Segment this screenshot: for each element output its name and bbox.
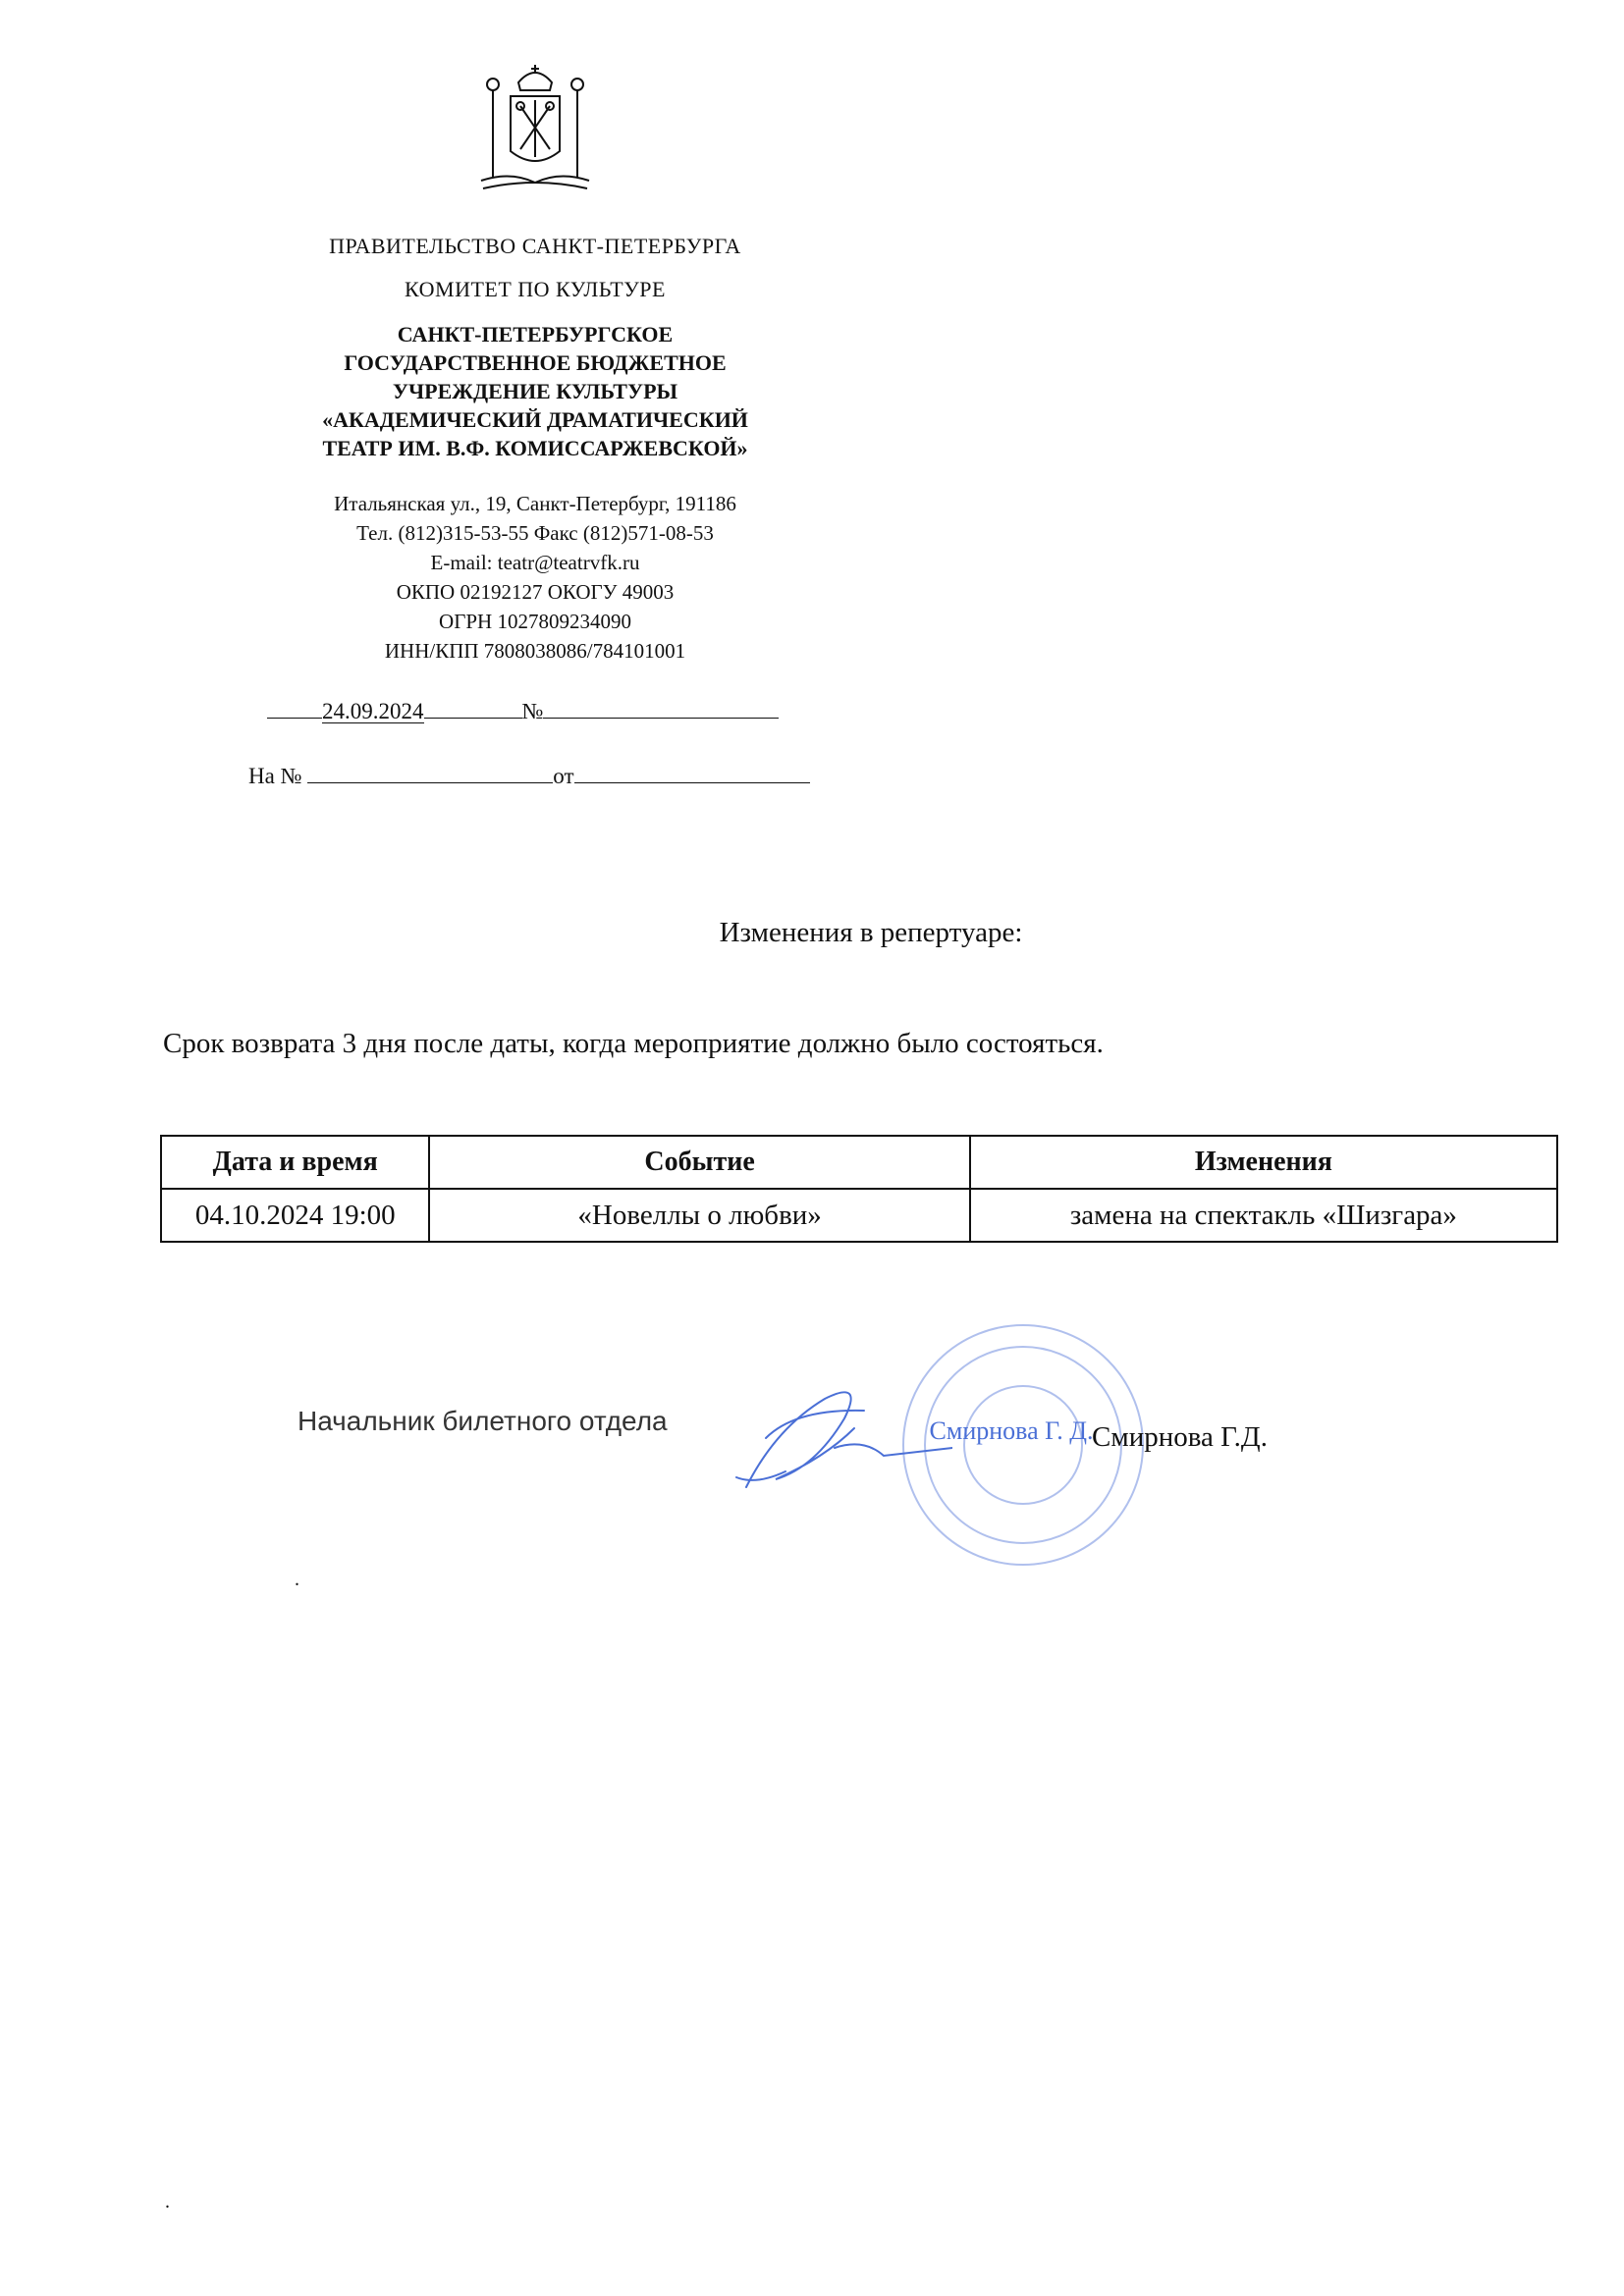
refund-notice: Срок возврата 3 дня после даты, когда мероприятие должно было состояться. bbox=[163, 1028, 1104, 1059]
contact-details bbox=[245, 489, 825, 666]
document-date: 24.09.2024 bbox=[322, 699, 424, 723]
stamp-name: Смирнова Г. Д. bbox=[929, 1416, 1094, 1445]
na-label: На № bbox=[248, 764, 302, 788]
organization-line: УЧРЕЖДЕНИЕ КУЛЬТУРЫ bbox=[392, 379, 678, 403]
column-header-datetime: Дата и время bbox=[161, 1136, 429, 1189]
column-header-event: Событие bbox=[429, 1136, 969, 1189]
registration-date-line bbox=[267, 694, 779, 724]
blank-underline bbox=[424, 694, 522, 719]
cell-change: замена на спектакль «Шизгара» bbox=[970, 1189, 1557, 1242]
document-heading: Изменения в репертуаре: bbox=[719, 917, 1023, 948]
coat-of-arms-icon bbox=[471, 61, 599, 198]
stray-mark: . bbox=[295, 1569, 299, 1590]
organization-line: «АКАДЕМИЧЕСКИЙ ДРАМАТИЧЕСКИЙ bbox=[322, 407, 748, 432]
committee-name: КОМИТЕТ ПО КУЛЬТУРЕ bbox=[405, 277, 666, 301]
reference-line bbox=[248, 759, 810, 789]
column-header-changes: Изменения bbox=[970, 1136, 1557, 1189]
footer-mark: . bbox=[165, 2191, 170, 2213]
blank-underline bbox=[267, 694, 322, 719]
government-name: ПРАВИТЕЛЬСТВО САНКТ-ПЕТЕРБУРГА bbox=[329, 234, 741, 258]
number-sign: № bbox=[521, 699, 544, 723]
okpo-okogu-line: ОКПО 02192127 ОКОГУ 49003 bbox=[396, 580, 675, 604]
organization-line: САНКТ-ПЕТЕРБУРГСКОЕ bbox=[397, 322, 674, 347]
organization-name bbox=[245, 320, 825, 462]
table-header-row bbox=[161, 1136, 1557, 1189]
phone-fax-line: Тел. (812)315-53-55 Факс (812)571-08-53 bbox=[356, 521, 714, 545]
number-blank bbox=[543, 694, 779, 719]
signatory-name: Смирнова Г.Д. bbox=[1092, 1421, 1268, 1453]
repertoire-changes-table bbox=[160, 1135, 1558, 1243]
signatory-role: Начальник билетного отдела bbox=[298, 1406, 668, 1436]
handwritten-signature bbox=[717, 1369, 952, 1507]
cell-datetime: 04.10.2024 19:00 bbox=[161, 1189, 429, 1242]
table-row bbox=[161, 1189, 1557, 1242]
email-line: E-mail: teatr@teatrvfk.ru bbox=[430, 551, 640, 574]
reference-date-blank bbox=[574, 759, 810, 783]
cell-event: «Новеллы о любви» bbox=[429, 1189, 969, 1242]
ot-label: от bbox=[553, 764, 574, 788]
organization-line: ТЕАТР ИМ. В.Ф. КОМИССАРЖЕВСКОЙ» bbox=[322, 436, 748, 460]
address-line: Итальянская ул., 19, Санкт-Петербург, 191186 bbox=[334, 492, 736, 515]
inn-kpp-line: ИНН/КПП 7808038086/784101001 bbox=[384, 639, 686, 663]
organization-line: ГОСУДАРСТВЕННОЕ БЮДЖЕТНОЕ bbox=[344, 350, 727, 375]
reference-number-blank bbox=[307, 759, 553, 783]
ogrn-line: ОГРН 1027809234090 bbox=[439, 610, 631, 633]
